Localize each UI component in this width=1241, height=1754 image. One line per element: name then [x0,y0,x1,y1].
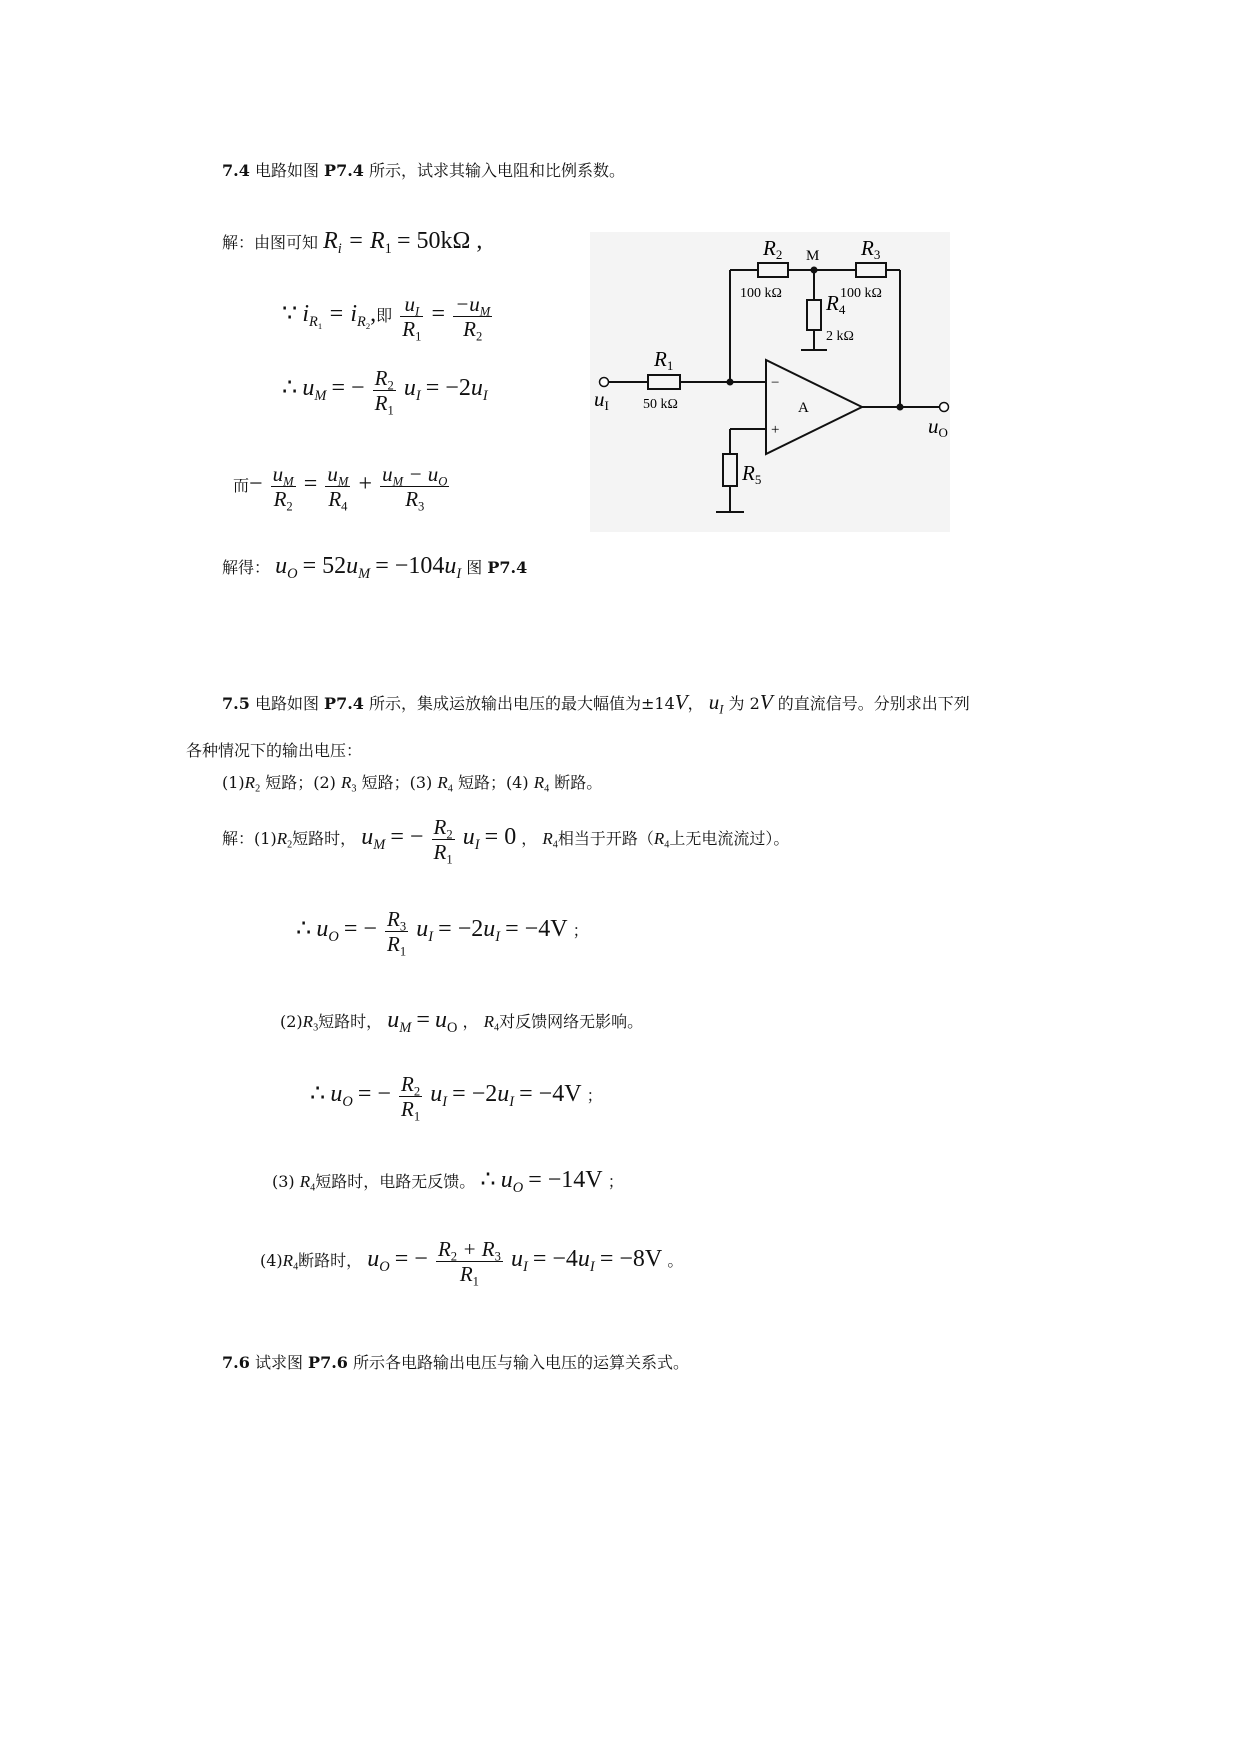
solution-7-4-line-3: ∴ $u_M$ = − $\frac{R_2}{R_1}$ $u_I = -2u_I$ [282,366,488,418]
problem-7-5-statement: 7.5 电路如图 P7.4 所示，集成运放输出电压的最大幅值为±14V， $u_I$ 为 2V 的直流信号。分别求出下列 [222,690,970,717]
r2-value: 100 kΩ [740,286,782,301]
solution-7-5-case-4: $(4)R_4$断路时， $u_O$ = − $\frac{R_2 + R_3}{R_1}$ $u_I = -4u_I = -8V$ 。 [260,1237,684,1289]
solution-7-4-line-2: ∵ $i_{R_1} = i_{R_2}$,即 $\frac{u_I}{R_1}$ = $\frac{-u_M}{R_2}$ [282,292,491,344]
problem-7-5-cases: $(1)R_2$ 短路；(2) $R_3$ 短路；(3) $R_4$ 短路；(4) $R_4$ 断路。 [222,773,603,795]
input-terminal [600,378,609,387]
r3-value: 100 kΩ [840,286,882,301]
circuit-diagram-p7-4 [590,232,950,532]
solution-7-5-case-1-result: ∴ $u_O$ = − $\frac{R_3}{R_1}$ $u_I = -2u_I = -4V$ ； [296,907,589,959]
solution-7-5-case-1: 解：$(1)R_2$短路时， $u_M$ = − $\frac{R_2}{R_1}$ $u_I = 0$ ， $R_4$相当于开路（$R_4$上无电流流过）。 [222,815,790,867]
problem-7-4-statement: 7.4 电路如图 P7.4 所示，试求其输入电阻和比例系数。 [222,161,626,180]
svg-text:R3: R3 [861,236,881,262]
figure-caption: 图 [466,558,483,577]
problem-7-6-statement: 7.6 试求图 P7.6 所示各电路输出电压与输入电压的运算关系式。 [222,1353,690,1372]
problem-number: 7.6 [222,1353,250,1372]
output-terminal [940,403,949,412]
solution-7-4-line-5: 解得： $u_O = 52u_M = -104u_I$ 图 P7.4 [222,553,528,583]
noninverting-input-sign: + [771,422,780,438]
inverting-input-sign: − [771,375,780,391]
problem-number: 7.4 [222,161,250,180]
op-amp-label: A [798,400,809,416]
svg-text:R1: R1 [654,347,674,373]
solution-7-4-line-4: 而− $\frac{u_M}{R_2}$ = $\frac{u_M}{R_4}$ + $\frac{u_M - u_O}{R_3}$ [233,462,448,514]
svg-text:R4: R4 [826,291,846,317]
solution-7-5-case-3: (3) $R_4$短路时，电路无反馈。 ∴ $u_O = -14V$ ； [272,1167,624,1197]
solution-7-5-case-2: $(2)R_3$短路时， $u_M = u_O$ ， $R_4$对反馈网络无影响。 [280,1007,644,1037]
problem-number: 7.5 [222,694,250,713]
solution-7-4-line-1: 解：由图可知 $R_i = R_1 = 50k\Omega$ , [222,228,483,258]
svg-text:R2: R2 [763,236,783,262]
problem-7-5-statement-line-2: 各种情况下的输出电压： [186,741,363,760]
node-m-label: M [806,248,820,264]
r4-value: 2 kΩ [826,329,854,344]
svg-text:R5: R5 [742,461,762,487]
solution-7-5-case-2-result: ∴ $u_O$ = − $\frac{R_2}{R_1}$ $u_I = -2u_I = -4V$ ； [310,1072,603,1124]
svg-text:uI: uI [594,387,609,413]
svg-text:uO: uO [928,414,948,440]
r1-value: 50 kΩ [643,397,678,412]
